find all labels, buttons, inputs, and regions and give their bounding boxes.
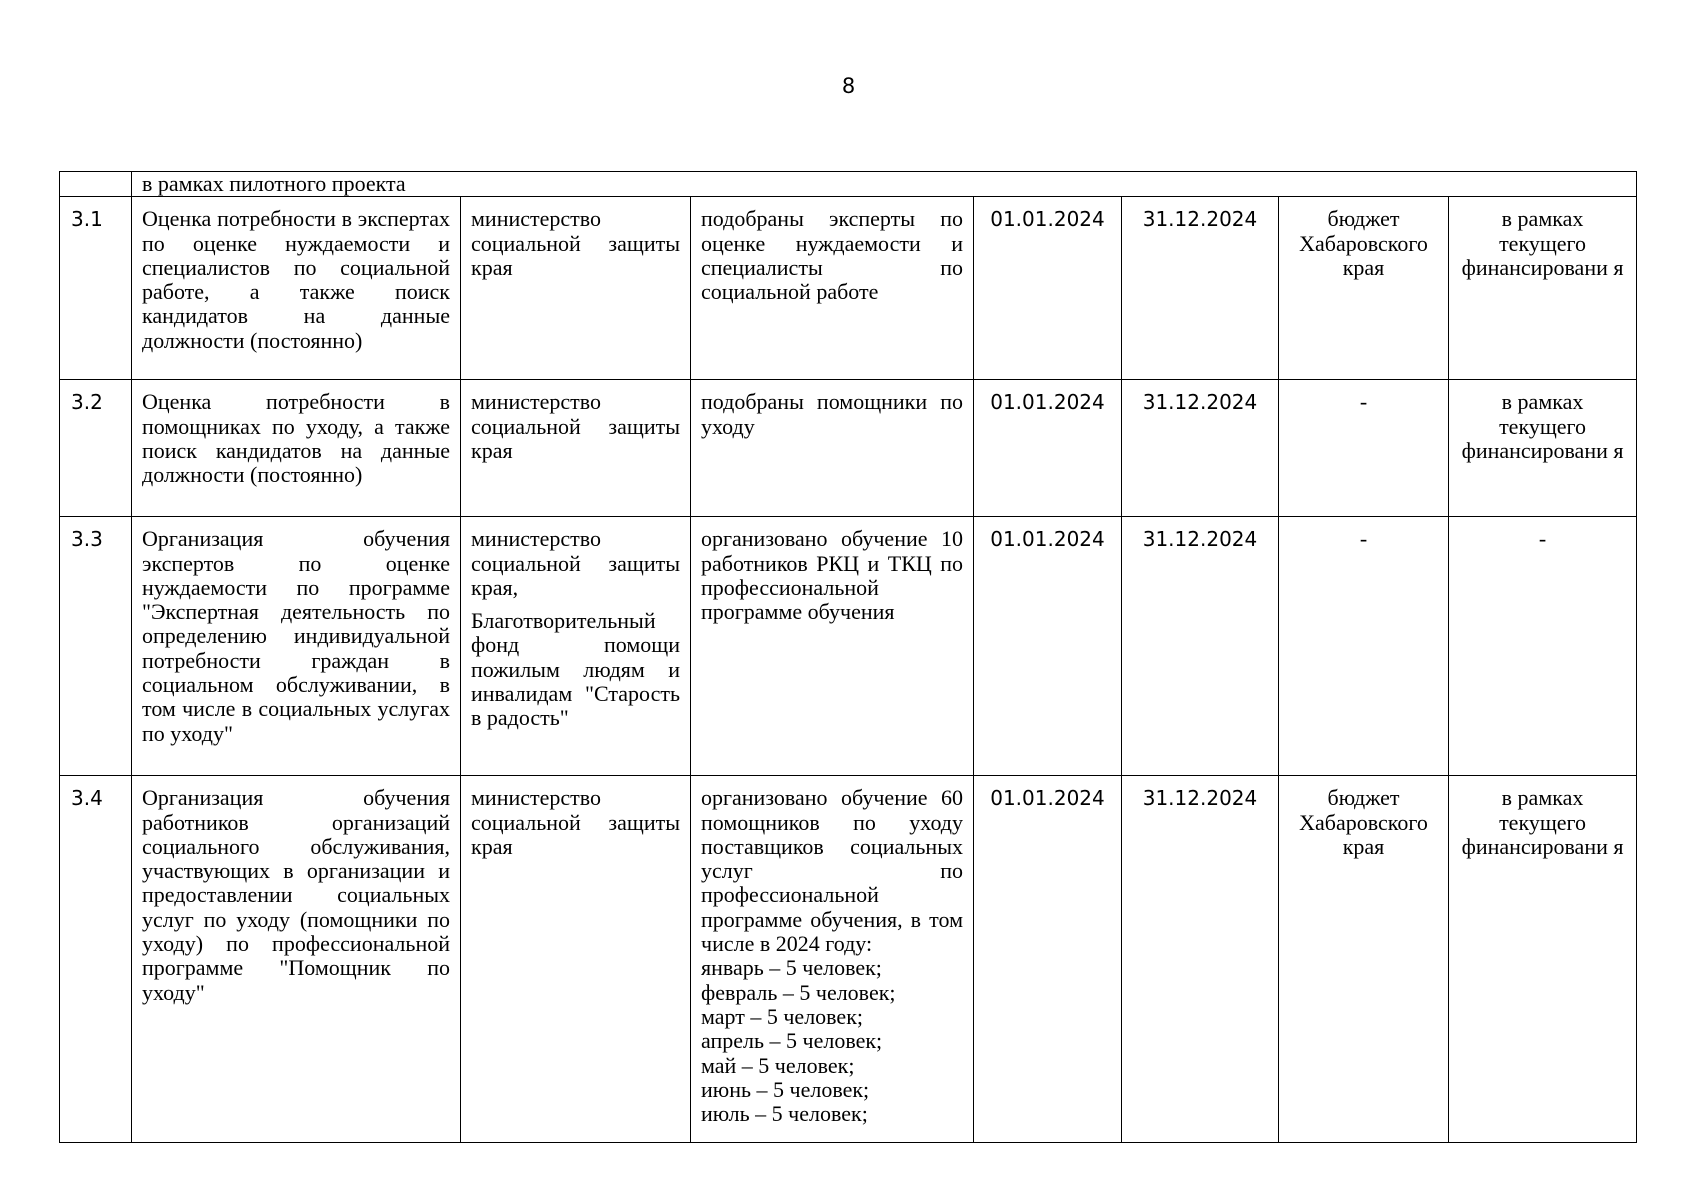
responsible-cell — [461, 380, 691, 517]
activity-cell: Оценка потребности в экспертах по оценке нуждаемости и специалистов по социальной работе, а также поиск кандидатов на данные должности (постоянно) — [132, 197, 461, 380]
funding-cell: - — [1449, 517, 1637, 776]
funding-cell: в рамках текущего финансировани я — [1449, 380, 1637, 517]
start-date-cell: 01.01.2024 — [974, 380, 1122, 517]
result-month-line: апрель – 5 человек; — [701, 1028, 883, 1054]
end-date-cell: 31.12.2024 — [1122, 380, 1279, 517]
responsible-party: министерство социальной защиты края — [471, 785, 680, 859]
result-cell: подобраны эксперты по оценке нуждаемости и специалисты по социальной работе — [691, 197, 974, 380]
continuation-row — [60, 172, 1637, 197]
row-number: 3.1 — [60, 197, 132, 380]
page-number: 8 — [841, 74, 856, 98]
continuation-cell: в рамках пилотного проекта — [132, 172, 1637, 197]
row-number: 3.3 — [60, 517, 132, 776]
source-cell: - — [1279, 517, 1449, 776]
table-row — [60, 380, 1637, 517]
activity-cell: Организация обучения экспертов по оценке нуждаемости по программе "Экспертная деятельность по определению индивидуальной потребности граждан в социальном обслуживании, в том числе в социальных услугах по уходу" — [132, 517, 461, 776]
source-cell: - — [1279, 380, 1449, 517]
start-date-cell: 01.01.2024 — [974, 197, 1122, 380]
source-cell: бюджет Хабаровского края — [1279, 776, 1449, 1143]
responsible-party: министерство социальной защиты края — [471, 206, 680, 280]
responsible-party: министерство социальной защиты края — [471, 389, 680, 463]
responsible-cell — [461, 197, 691, 380]
table-row — [60, 776, 1637, 1143]
result-month-line: июнь – 5 человек; — [701, 1076, 870, 1102]
result-month-line: февраль – 5 человек; — [701, 979, 896, 1005]
source-cell: бюджет Хабаровского края — [1279, 197, 1449, 380]
result-month-line: июль – 5 человек; — [701, 1101, 868, 1127]
result-cell — [691, 776, 974, 1143]
row-number: 3.2 — [60, 380, 132, 517]
result-cell: организовано обучение 10 работников РКЦ и ТКЦ по профессиональной программе обучения — [691, 517, 974, 776]
responsible-party: министерство социальной защиты края, — [471, 526, 680, 600]
funding-cell: в рамках текущего финансировани я — [1449, 776, 1637, 1143]
end-date-cell: 31.12.2024 — [1122, 517, 1279, 776]
row-number: 3.4 — [60, 776, 132, 1143]
result-month-line: март – 5 человек; — [701, 1003, 863, 1029]
table-row — [60, 517, 1637, 776]
result-month-line: январь – 5 человек; — [701, 955, 882, 981]
empty-num-cell — [60, 172, 132, 197]
result-cell: подобраны помощники по уходу — [691, 380, 974, 517]
start-date-cell: 01.01.2024 — [974, 776, 1122, 1143]
result-month-line: май – 5 человек; — [701, 1052, 855, 1078]
start-date-cell: 01.01.2024 — [974, 517, 1122, 776]
funding-cell: в рамках текущего финансировани я — [1449, 197, 1637, 380]
table-row — [60, 197, 1637, 380]
end-date-cell: 31.12.2024 — [1122, 197, 1279, 380]
activity-cell: Оценка потребности в помощниках по уходу, а также поиск кандидатов на данные должности (постоянно) — [132, 380, 461, 517]
end-date-cell: 31.12.2024 — [1122, 776, 1279, 1143]
responsible-cell — [461, 776, 691, 1143]
responsible-party: Благотворительный фонд помощи пожилым людям и инвалидам "Старость в радость" — [471, 608, 680, 731]
responsible-cell — [461, 517, 691, 776]
plan-table — [59, 171, 1637, 1143]
activity-cell: Организация обучения работников организаций социального обслуживания, участвующих в организации и предоставлении социальных услуг по уходу (помощники по уходу) по профессиональной программе "Помощник по уходу" — [132, 776, 461, 1143]
result-text: организовано обучение 60 помощников по уходу поставщиков социальных услуг по профессиональной программе обучения, в том числе в 2024 году: — [701, 785, 963, 957]
